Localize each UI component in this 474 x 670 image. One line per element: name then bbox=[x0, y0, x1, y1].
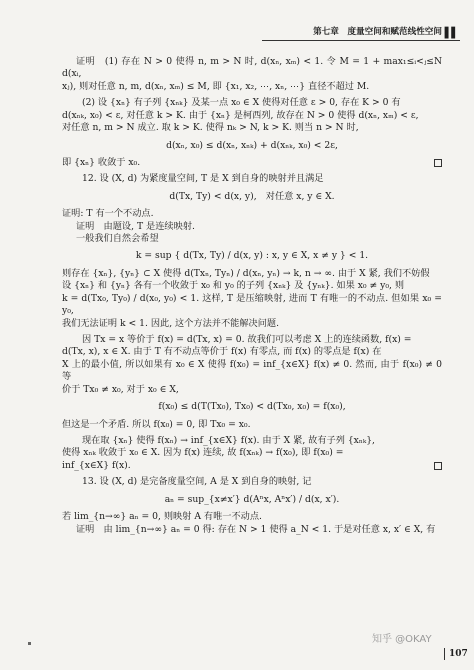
problem-statement: 13. 设 (X, d) 是完备度量空间, A 是 X 到自身的映射, 记 bbox=[82, 476, 312, 488]
chapter-title: 第七章 度量空间和赋范线性空间 bbox=[313, 27, 442, 37]
header-bars: ▌▌ bbox=[444, 28, 458, 39]
text-line: 证明: T 有一个不动点. bbox=[62, 208, 154, 220]
text-line: 则存在 {xₙ}, {yₙ} ⊂ X 使得 d(Txₙ, Tyₙ) / d(xₙ, yₙ) → k, n → ∞. 由于 X 紧, 我们不妨假 bbox=[62, 267, 430, 279]
text-line: xⱼ), 则对任意 n, m, d(xₙ, xₘ) ≤ M, 即 {x₁, x₂, ⋯, xₙ, ⋯} 直径不超过 M. bbox=[62, 80, 370, 92]
page-body bbox=[62, 56, 442, 536]
text-line: 使得 xₙₖ 收敛于 x₀ ∈ X. 因为 f(x) 连续, 故 f(xₙₖ) → f(x₀), 即 f(x₀) = bbox=[62, 447, 344, 459]
text-line bbox=[62, 460, 442, 472]
text-line: 若 lim_{n→∞} aₙ = 0, 则映射 A 有唯一不动点. bbox=[62, 511, 262, 523]
text-line: (2) 设 {xₙ} 有子列 {xₙₖ} 及某一点 x₀ ∈ X 使得对任意 ε > 0, 存在 K > 0 有 bbox=[82, 97, 401, 109]
text-line-span: inf_{x∈X} f(x). bbox=[62, 459, 131, 471]
text-line: 价于 Tx₀ ≠ x₀, 对于 x₀ ∈ X, bbox=[62, 383, 179, 395]
problem-statement: 12. 设 (X, d) 为紧度量空间, T 是 X 到自身的映射并且满足 bbox=[82, 173, 324, 185]
text-line bbox=[62, 157, 442, 169]
text-line: d(xₙₖ, x₀) < ε, 对任意 k > K. 由于 {xₙ} 是柯西列, 故存在 N > 0 使得 d(xₙ, xₘ) < ε, bbox=[62, 109, 419, 121]
text-line: 现在取 {xₙ} 使得 f(xₙ) → inf_{x∈X} f(x). 由于 X 紧, 故有子列 {xₙₖ}, bbox=[82, 434, 375, 446]
text-line: 对任意 n, m > N 成立. 取 k > K. 使得 nₖ > N, k > K. 则当 n > N 时, bbox=[62, 122, 359, 134]
margin-mark bbox=[28, 642, 31, 645]
text-line: 设 {xₙ} 和 {yₙ} 各有一个收敛于 x₀ 和 y₀ 的子列 {xₙₖ} 及 {yₙₖ}. 如果 x₀ ≠ y₀, 则 bbox=[62, 280, 405, 292]
display-equation: d(xₙ, x₀) ≤ d(xₙ, xₙₖ) + d(xₙₖ, x₀) < 2ε, bbox=[166, 139, 338, 151]
display-equation: d(Tx, Ty) < d(x, y), 对任意 x, y ∈ X. bbox=[169, 190, 335, 202]
qed-box bbox=[434, 462, 442, 470]
text-line: 我们无法证明 k < 1. 因此, 这个方法并不能解决问题. bbox=[62, 317, 280, 329]
text-line: 一般我们自然会希望 bbox=[76, 233, 159, 245]
watermark: 知乎 @OKAY bbox=[372, 634, 432, 645]
text-line: 因 Tx = x 等价于 f(x) = d(Tx, x) = 0. 故我们可以考虑 X 上的连续函数, f(x) = bbox=[82, 334, 412, 346]
running-header bbox=[262, 26, 460, 41]
text-line-span: 即 {xₙ} 收敛于 x₀. bbox=[62, 156, 141, 168]
text-line: k = d(Tx₀, Ty₀) / d(x₀, y₀) < 1. 这样, T 是压缩映射, 进而 T 有唯一的不动点. 但如果 x₀ = y₀, bbox=[62, 292, 442, 317]
display-equation: aₙ = sup_{x≠x′} d(Aⁿx, Aⁿx′) / d(x, x′). bbox=[164, 493, 340, 505]
qed-box bbox=[434, 159, 442, 167]
text-line: 证明 (1) 存在 N > 0 使得 n, m > N 时, d(xₙ, xₘ) < 1. 令 M = 1 + max₁≤ᵢ<ⱼ≤N d(xᵢ, bbox=[62, 56, 442, 80]
text-line: d(Tx, x), x ∈ X. 由于 T 有不动点等价于 f(x) 有零点, 而 f(x) 的零点是 f(x) 在 bbox=[62, 346, 382, 358]
display-equation: f(x₀) ≤ d(T(Tx₀), Tx₀) < d(Tx₀, x₀) = f(x₀), bbox=[158, 401, 346, 413]
text-line: 但这是一个矛盾. 所以 f(x₀) = 0, 即 Tx₀ = x₀. bbox=[62, 418, 251, 430]
proof-start: 证明 由 lim_{n→∞} aₙ = 0 得: 存在 N > 1 使得 a_N < 1. 于是对任意 x, x′ ∈ X, 有 bbox=[76, 523, 436, 535]
text-line: X 上的最小值, 所以如果有 x₀ ∈ X 使得 f(x₀) = inf_{x∈X} f(x) ≠ 0. 然而, 由于 f(x₀) ≠ 0 等 bbox=[62, 358, 442, 383]
proof-start: 证明 由题设, T 是连续映射. bbox=[76, 220, 195, 232]
display-equation: k = sup { d(Tx, Ty) / d(x, y) : x, y ∈ X, x ≠ y } < 1. bbox=[135, 250, 369, 262]
page-number: 107 bbox=[444, 648, 468, 660]
